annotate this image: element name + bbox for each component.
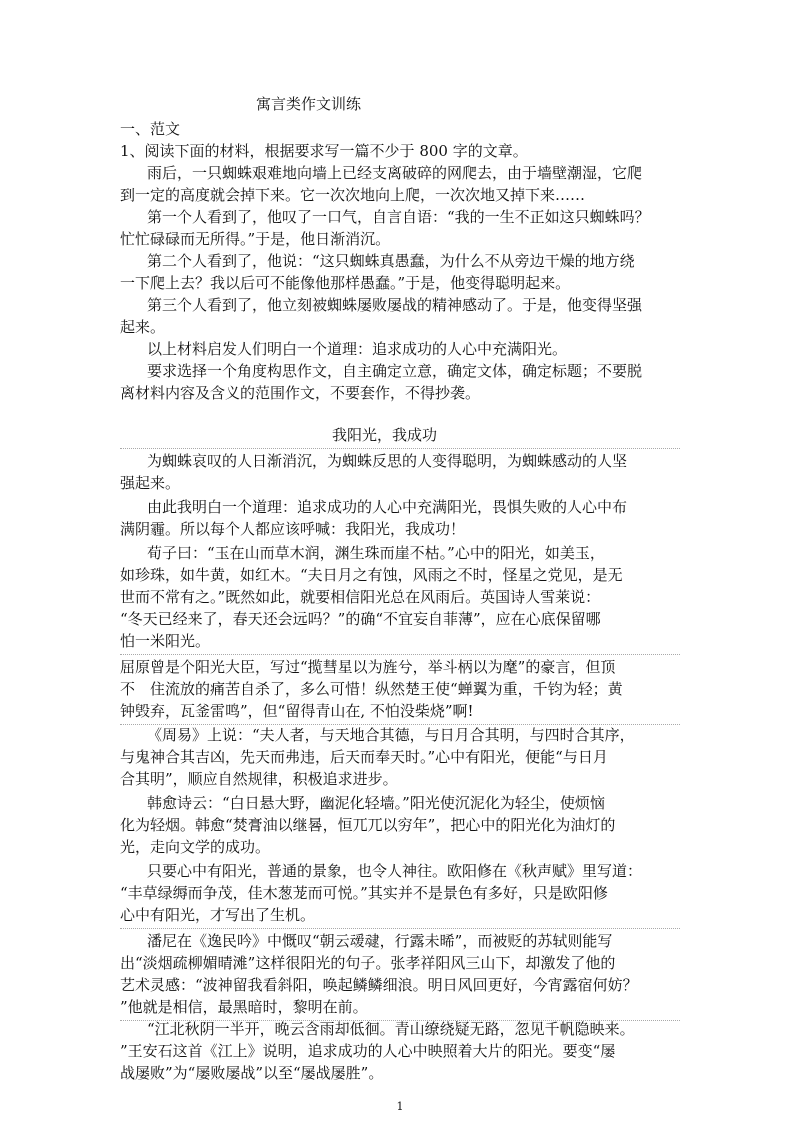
dotted-divider [120, 928, 680, 929]
essay-line: 如珍珠，如牛黄，如红木。“夫日月之有蚀，风雨之不时，怪星之党见，是无 [120, 566, 623, 584]
material-line: 一下爬上去？我以后可不能像他那样愚蠢。”于是，他变得聪明起来。 [120, 274, 571, 292]
essay-line: 只要心中有阳光，普通的景象，也令人神往。欧阳修在《秋声赋》里写道： [147, 862, 643, 880]
essay-line: 荀子曰：“玉在山而草木润，渊生珠而崖不枯。”心中的阳光，如美玉， [147, 544, 605, 562]
material-line: 起来。 [120, 318, 166, 336]
material-line: 到一定的高度就会掉下来。它一次次地向上爬，一次次地又掉下来…… [120, 186, 586, 204]
essay-line: “冬天已经来了，春天还会远吗？”的确“不宜妄自菲薄”，应在心底保留哪 [120, 610, 601, 628]
essay-line: 《周易》上说：“夫人者，与天地合其德，与日月合其明，与四时合其序， [147, 726, 635, 744]
section-heading: 一、范文 [120, 120, 181, 138]
dotted-divider [120, 448, 680, 449]
essay-line: 强起来。 [120, 474, 181, 492]
essay-line: “丰草绿缛而争茂，佳木葱茏而可悦。”其实并不是景色有多好，只是欧阳修 [120, 884, 608, 902]
page-number: 1 [396, 1100, 404, 1113]
essay-line: 合其明”，顺应自然规律，积极追求进步。 [120, 770, 398, 788]
essay-line: ”他就是相信，最黑暗时，黎明在前。 [120, 998, 368, 1016]
essay-line: 不 住流放的痛苦自杀了，多么可惜！纵然楚王使“蝉翼为重，千钧为轻；黄 [120, 680, 623, 698]
essay-line: “江北秋阴一半开，晚云含雨却低徊。青山缭绕疑无路，忽见千帆隐映来。 [147, 1020, 635, 1038]
material-line: 第二个人看到了，他说：“这只蜘蛛真愚蠢，为什么不从旁边干燥的地方绕 [147, 252, 635, 270]
essay-line: 怕一米阳光。 [120, 632, 211, 650]
essay-title: 我阳光，我成功 [332, 426, 438, 444]
material-line: 离材料内容及含义的范围作文，不要套作，不得抄袭。 [120, 384, 481, 402]
essay-line: 战屡败”为“屡败屡战”以至“屡战屡胜”。 [120, 1064, 384, 1082]
essay-line: 钟毁弃，瓦釜雷鸣”，但“留得青山在, 不怕没柴烧”啊! [120, 702, 474, 720]
essay-line: 为蜘蛛哀叹的人日渐消沉，为蜘蛛反思的人变得聪明，为蜘蛛感动的人坚 [147, 452, 628, 470]
material-line: 雨后，一只蜘蛛艰难地向墙上已经支离破碎的网爬去，由于墙壁潮湿，它爬 [147, 164, 643, 182]
essay-line: 心中有阳光，才写出了生机。 [120, 906, 316, 924]
essay-line: 世而不常有之。”既然如此，就要相信阳光总在风雨后。英国诗人雪莱说： [120, 588, 601, 606]
essay-line: 屈原曾是个阳光大臣，写过“揽彗星以为旌兮，举斗柄以为麾”的豪言，但顶 [120, 658, 616, 676]
essay-line: ”王安石这首《江上》说明，追求成功的人心中映照着大片的阳光。要变“屡 [120, 1042, 616, 1060]
material-line: 忙忙碌碌而无所得。”于是，他日渐消沉。 [120, 230, 391, 248]
essay-line: 潘尼在《逸民吟》中慨叹“朝云叆叇，行露未晞”，而被贬的苏轼则能写 [147, 932, 613, 950]
material-line: 第一个人看到了，他叹了一口气，自言自语：“我的一生不正如这只蜘蛛吗？ [147, 208, 650, 226]
essay-line: 光，走向文学的成功。 [120, 838, 271, 856]
essay-line: 满阴霾。所以每个人都应该呼喊：我阳光，我成功！ [120, 520, 466, 538]
essay-line: 韩愈诗云：“白日悬大野，幽泥化轻墙。”阳光使沉泥化为轻尘，使烦恼 [147, 794, 605, 812]
essay-line: 由此我明白一个道理：追求成功的人心中充满阳光，畏惧失败的人心中布 [147, 498, 628, 516]
essay-line: 与鬼神合其吉凶，先天而弗违，后天而奉天时。”心中有阳光，便能“与日月 [120, 748, 608, 766]
material-line: 要求选择一个角度构思作文，自主确定立意，确定文体，确定标题；不要脱 [147, 362, 643, 380]
document-title: 寓言类作文训练 [256, 95, 362, 113]
essay-line: 艺术灵感：“波神留我看斜阳，唤起鳞鳞细浪。明日风回更好，今宵露宿何妨？ [120, 976, 638, 994]
essay-line: 出“淡烟疏柳媚晴滩”这样很阳光的句子。张孝祥阳风三山下，却激发了他的 [120, 954, 616, 972]
material-line: 以上材料启发人们明白一个道理：追求成功的人心中充满阳光。 [147, 340, 568, 358]
dotted-divider [120, 654, 680, 655]
prompt-instruction: 1、阅读下面的材料，根据要求写一篇不少于 800 字的文章。 [120, 142, 528, 160]
material-line: 第三个人看到了，他立刻被蜘蛛屡败屡战的精神感动了。于是，他变得坚强 [147, 296, 643, 314]
essay-line: 化为轻烟。韩愈“焚膏油以继晷，恒兀兀以穷年”，把心中的阳光化为油灯的 [120, 816, 616, 834]
